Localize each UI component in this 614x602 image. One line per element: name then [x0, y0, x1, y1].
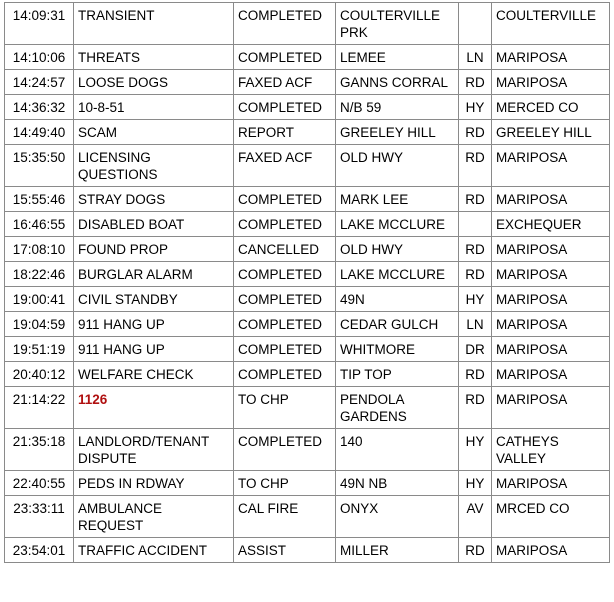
street-suffix-cell: HY — [459, 287, 492, 312]
city-cell: MARIPOSA — [492, 538, 610, 563]
time-cell: 15:35:50 — [5, 145, 74, 187]
call-type-cell: 911 HANG UP — [74, 337, 234, 362]
street-cell: LAKE MCCLURE — [336, 262, 459, 287]
time-cell: 18:22:46 — [5, 262, 74, 287]
street-suffix-cell: RD — [459, 70, 492, 95]
street-cell: CEDAR GULCH — [336, 312, 459, 337]
call-type-cell: THREATS — [74, 45, 234, 70]
street-suffix-cell — [459, 3, 492, 45]
call-type-cell: LICENSING QUESTIONS — [74, 145, 234, 187]
time-cell: 14:24:57 — [5, 70, 74, 95]
street-suffix-cell: LN — [459, 45, 492, 70]
street-cell: TIP TOP — [336, 362, 459, 387]
street-suffix-cell: RD — [459, 120, 492, 145]
time-cell: 16:46:55 — [5, 212, 74, 237]
street-suffix-cell — [459, 212, 492, 237]
city-cell: MARIPOSA — [492, 471, 610, 496]
disposition-cell: TO CHP — [234, 387, 336, 429]
city-cell: MRCED CO — [492, 496, 610, 538]
table-row — [5, 287, 610, 312]
city-cell: MARIPOSA — [492, 337, 610, 362]
street-suffix-cell: HY — [459, 471, 492, 496]
city-cell: MARIPOSA — [492, 187, 610, 212]
table-row — [5, 212, 610, 237]
call-log-table — [4, 2, 610, 563]
city-cell: CATHEYS VALLEY — [492, 429, 610, 471]
city-cell: MARIPOSA — [492, 287, 610, 312]
call-type-cell: TRAFFIC ACCIDENT — [74, 538, 234, 563]
table-row — [5, 45, 610, 70]
disposition-cell: COMPLETED — [234, 95, 336, 120]
disposition-cell: COMPLETED — [234, 337, 336, 362]
street-cell: LAKE MCCLURE — [336, 212, 459, 237]
table-row — [5, 429, 610, 471]
disposition-cell: COMPLETED — [234, 429, 336, 471]
time-cell: 22:40:55 — [5, 471, 74, 496]
table-row — [5, 237, 610, 262]
disposition-cell: CANCELLED — [234, 237, 336, 262]
call-type-cell: SCAM — [74, 120, 234, 145]
street-cell: 49N NB — [336, 471, 459, 496]
table-row — [5, 538, 610, 563]
street-cell: N/B 59 — [336, 95, 459, 120]
time-cell: 19:00:41 — [5, 287, 74, 312]
street-suffix-cell: RD — [459, 187, 492, 212]
street-cell: COULTERVILLE PRK — [336, 3, 459, 45]
disposition-cell: COMPLETED — [234, 212, 336, 237]
city-cell: MARIPOSA — [492, 387, 610, 429]
street-cell: WHITMORE — [336, 337, 459, 362]
time-cell: 14:10:06 — [5, 45, 74, 70]
time-cell: 17:08:10 — [5, 237, 74, 262]
call-log-body — [5, 3, 610, 563]
call-type-cell: 1126 — [74, 387, 234, 429]
city-cell: MARIPOSA — [492, 362, 610, 387]
street-cell: GANNS CORRAL — [336, 70, 459, 95]
street-cell: LEMEE — [336, 45, 459, 70]
time-cell: 15:55:46 — [5, 187, 74, 212]
table-row — [5, 187, 610, 212]
call-type-cell: LANDLORD/TENANT DISPUTE — [74, 429, 234, 471]
call-type-cell: FOUND PROP — [74, 237, 234, 262]
disposition-cell: COMPLETED — [234, 45, 336, 70]
disposition-cell: COMPLETED — [234, 287, 336, 312]
street-suffix-cell: RD — [459, 145, 492, 187]
city-cell: MARIPOSA — [492, 145, 610, 187]
street-suffix-cell: RD — [459, 262, 492, 287]
street-suffix-cell: RD — [459, 387, 492, 429]
time-cell: 23:54:01 — [5, 538, 74, 563]
disposition-cell: COMPLETED — [234, 187, 336, 212]
disposition-cell: CAL FIRE — [234, 496, 336, 538]
call-type-cell: DISABLED BOAT — [74, 212, 234, 237]
time-cell: 14:49:40 — [5, 120, 74, 145]
table-row — [5, 387, 610, 429]
call-type-cell: AMBULANCE REQUEST — [74, 496, 234, 538]
call-type-cell: STRAY DOGS — [74, 187, 234, 212]
street-suffix-cell: LN — [459, 312, 492, 337]
city-cell: MERCED CO — [492, 95, 610, 120]
city-cell: COULTERVILLE — [492, 3, 610, 45]
city-cell: MARIPOSA — [492, 70, 610, 95]
street-cell: PENDOLA GARDENS — [336, 387, 459, 429]
disposition-cell: FAXED ACF — [234, 70, 336, 95]
street-cell: OLD HWY — [336, 237, 459, 262]
disposition-cell: COMPLETED — [234, 3, 336, 45]
table-row — [5, 362, 610, 387]
table-row — [5, 120, 610, 145]
disposition-cell: REPORT — [234, 120, 336, 145]
time-cell: 21:35:18 — [5, 429, 74, 471]
city-cell: MARIPOSA — [492, 237, 610, 262]
table-row — [5, 312, 610, 337]
time-cell: 14:09:31 — [5, 3, 74, 45]
time-cell: 20:40:12 — [5, 362, 74, 387]
city-cell: GREELEY HILL — [492, 120, 610, 145]
time-cell: 19:04:59 — [5, 312, 74, 337]
table-row — [5, 471, 610, 496]
disposition-cell: ASSIST — [234, 538, 336, 563]
table-row — [5, 337, 610, 362]
city-cell: EXCHEQUER — [492, 212, 610, 237]
street-cell: MARK LEE — [336, 187, 459, 212]
street-suffix-cell: RD — [459, 538, 492, 563]
street-suffix-cell: RD — [459, 362, 492, 387]
table-row — [5, 496, 610, 538]
time-cell: 14:36:32 — [5, 95, 74, 120]
call-type-cell: PEDS IN RDWAY — [74, 471, 234, 496]
time-cell: 23:33:11 — [5, 496, 74, 538]
table-row — [5, 262, 610, 287]
street-cell: 49N — [336, 287, 459, 312]
table-row — [5, 95, 610, 120]
disposition-cell: TO CHP — [234, 471, 336, 496]
street-suffix-cell: HY — [459, 95, 492, 120]
street-cell: 140 — [336, 429, 459, 471]
disposition-cell: COMPLETED — [234, 312, 336, 337]
street-cell: MILLER — [336, 538, 459, 563]
street-suffix-cell: AV — [459, 496, 492, 538]
time-cell: 19:51:19 — [5, 337, 74, 362]
table-row — [5, 3, 610, 45]
street-cell: ONYX — [336, 496, 459, 538]
disposition-cell: COMPLETED — [234, 262, 336, 287]
city-cell: MARIPOSA — [492, 45, 610, 70]
call-type-cell: WELFARE CHECK — [74, 362, 234, 387]
call-type-cell: CIVIL STANDBY — [74, 287, 234, 312]
street-suffix-cell: DR — [459, 337, 492, 362]
disposition-cell: FAXED ACF — [234, 145, 336, 187]
time-cell: 21:14:22 — [5, 387, 74, 429]
table-row — [5, 70, 610, 95]
call-type-cell: 10-8-51 — [74, 95, 234, 120]
disposition-cell: COMPLETED — [234, 362, 336, 387]
call-type-cell: BURGLAR ALARM — [74, 262, 234, 287]
table-row — [5, 145, 610, 187]
call-type-cell: LOOSE DOGS — [74, 70, 234, 95]
call-type-cell: 911 HANG UP — [74, 312, 234, 337]
street-suffix-cell: RD — [459, 237, 492, 262]
city-cell: MARIPOSA — [492, 312, 610, 337]
city-cell: MARIPOSA — [492, 262, 610, 287]
street-suffix-cell: HY — [459, 429, 492, 471]
street-cell: GREELEY HILL — [336, 120, 459, 145]
street-cell: OLD HWY — [336, 145, 459, 187]
call-type-cell: TRANSIENT — [74, 3, 234, 45]
